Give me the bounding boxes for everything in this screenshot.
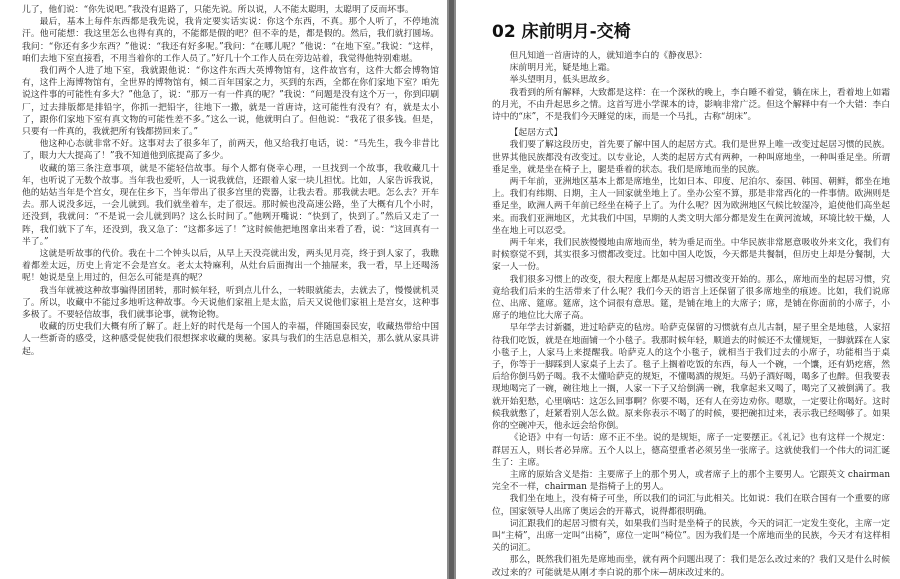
right-paragraph: 两千年来，我们民族慢慢地由席地而坐，转为垂足而坐。中华民族非常愿意吸收外来文化，我们有时候察觉不到，其实很多习惯都改变过。比如中国人吃饭，今天都是共餐制，但历史上却是分餐制，大家一人一份。: [492, 238, 890, 273]
left-paragraph: 我们两个人进了地下室，我就跟他说：“你这件东西大英博物馆有，这件故宫有，这件大都会博物馆有，这件上海博物馆有，全世界的博物馆有，倾二百年国家之力，买到的东西，全都在你们家地下室？咱先说这件事的可能性有多大？”他急了，说：“那万一有一件真的呢？”我说：“问题是没有这个万一，你到印刷厂，过去排版都是排铅字，你抓一把铅字，往地下一撒，就是一首唐诗，这可能性有没有？有，就是太小了，跟你们家地下室有真文物的可能性差不多。”这么一说，他就明白了。但他说：“我花了很多钱。但是，只要有一件真的，我就把所有钱都捞回来了。”: [22, 66, 439, 138]
left-page: [0, 0, 447, 579]
intro-line: 但凡知道一首唐诗的人，就知道李白的《静夜思》：: [509, 51, 708, 61]
left-paragraph: 儿了，他们说：“你先说吧。”我没有退路了，只能先说。所以说，人不能太聪明，太聪明了反而坏事。: [22, 5, 414, 15]
left-paragraph: 这就是听故事的代价。我在十二个钟头以后，从早上天没亮就出发，两头见月亮，终于到人家了，我瞧着都差太远，历史上肯定不会是宫女。老太太特麻利，从灶台后面掏出一个抽屉来，我一看，早上还喝汤呢！她说是皇上用过的，但怎么可能是真的呢？: [22, 249, 439, 284]
left-paragraph: 收藏的历史我们大概有所了解了。赶上好的时代是每一个国人的幸福，伴随国泰民安，收藏热带给中国人一些新奇的感受，这种感受促使我们很想探求收藏的奥秘。家具与我们的生活息息相关，那么就从家具讲起。: [22, 322, 439, 357]
right-paragraph: 两千年前，亚洲地区基本上都是席地坐，比如日本、印度、尼泊尔、泰国、韩国、朝鲜，都坐在地上。我们有纬期、日期，主人一回家就坐地上了。坐办公室不算，那是非常西化的一件事情。欧洲则是垂足坐，欧洲人两千年前已经坐在椅子上了。为什么呢？因为欧洲地区气候比较湿冷，追使他们高坐起来。而我们亚洲地区，尤其我们中国，早期的人类文明大部分都是发生在黄河流域，环境比较干燥，人坐在地上可以忍受。: [492, 177, 890, 236]
left-paragraph: 收藏的第三条注意事项，就是不能轻信故事。每个人都有侥幸心理，一旦找到一个故事，我收藏几十年，也听说了无数个故事。当年我也爱听，人一说我就信，还跟着人家一块儿担忧。比如，人家告诉我说，他的姑姑当年是个宫女，现在住乡下，当年带出了很多宫里的瓷器，让我去看。那我就去吧。怎么去？开车去。那人说没多远，一会儿就到。我们就坐着车，走了很远。那时候也没高速公路，坐了大概有几个小时，还没到，我就问：“不是说一会儿就到吗？这么长时间了。”他咧开嘴说：“快到了，快到了。”然后又走了一阵，我们就下了车，还没到，我又急了：“这都多远了！”这时候他把地图拿出来看了看，说：“这回真有一半了。”: [22, 163, 439, 247]
verse-line: 床前明月光，疑是地上霜。: [509, 63, 616, 74]
right-paragraph: 《论语》中有一句话：席不正不坐。说的是规矩，席子一定要摆正。《礼记》也有这样一个规定：群居五人，则长者必异席。五个人以上，德高望重者必须另坐一张席子。这就使我们一个伟大的词汇诞生了：主席。: [492, 433, 890, 468]
left-paragraph: 我当年就被这种故事骗得团团转，那时候年轻，听到点儿什么，一转眼就能去，去就去了，慢慢就机灵了。所以，收藏中不能过多地听这种故事。今天说他们家祖上是太监，后天又说他们家祖上是宫女，这种事多极了。不要轻信故事，我们就事论事，就物论物。: [22, 285, 439, 321]
chapter-title: 02 床前明月-交椅: [492, 22, 631, 42]
left-paragraph: 他这种心态就非常不好。这事对去了很多年了，前两天，他又给我打电话，说：“马先生，我今非昔比了，眼力大大提高了！”我不知道他到底提高了多少。: [22, 139, 439, 162]
right-page: [456, 0, 900, 579]
right-paragraph: 我们要了解这段历史，首先要了解中国人的起居方式。我们是世界上唯一改变过起居习惯的民族。世界其他民族都没有改变过。以专业论，人类的起居方式有两种，一种叫席地坐，一种叫垂足坐。所谓垂足坐，就是坐在椅子上，腿是垂着的状态。我们是席地而坐的民族。: [492, 140, 890, 175]
right-paragraph: 主席的原始含义是指：主要席子上的那个男人，或者席子上的那个主要男人。它跟英文 chairman 完全不一样，chairman 是指椅子上的男人。: [492, 469, 890, 493]
right-paragraph: 早年学去讨新疆，进过哈萨克的毡房。哈萨克保留的习惯就有点儿古制，屋子里全是地毯，人家招待我们吃饭，就是在地面铺一个小毯子。我那时候年轻，顺道去的时候还不太懂规矩，一脚就踩在人家小毯子上，人家马上来提醒我。哈萨克人的这个小毯子，就相当于我们过去的小席子，功能相当于桌子，你等于一脚踩到人家桌子上去了。毯子上搁着吃饭的东西，每人一个碗，一个馕，还有奶疙瘩，然后给你倒马奶子喝。我不太懂哈萨克的规矩，不懂喝酒的规矩。马奶子酒好喝，喝多了也醉。但我要表现地喝完了一碗，碗往地上一搁，人家一下子又给倒满一碗，我拿起来又喝了，喝完了又被倒满了。我就开始犯愁，心里嘀咕：这怎么回事啊？你要不喝，还有人在旁边劝你。嗯歇，一定要让你喝好。这时候我就憋了，赶紧看别人怎么做。原来你表示不喝了的时候，要把碗扣过来，表示我已经喝够了。如果你的空碗冲天，他永远会给你倒。: [492, 323, 890, 432]
right-paragraph: 我看到的所有解释，大致都是这样：在一个深秋的晚上，李白睡不着觉，躺在床上，看着地上如霜的月光，不由升起思乡之情。这首写进小学课本的诗，影响非常广泛。但这个解释中有一个大错：李白诗中的“床”，不是我们今天睡觉的床，而是一个马扎，古称“胡床”。: [492, 87, 890, 123]
left-paragraph: 最后，基本上每件东西都是我先说，我肯定要实话实说：你这个东西，不真。那个人听了，不停地流汗。他可能想：我这里怎么也得有真的，不能都是假的吧？但不幸的是，都是假的。然后，我们就打圆场。我问：“你还有多少东西？”他说：“我还有好多呢。”我问：“在哪儿呢？”他说：“在地下室。”我说：“这样，咱们去地下室直接看，不用当着你的工作人员了。”好几十个工作人员在旁边站着，我觉得他特别难堪。: [22, 17, 439, 64]
page-gutter: [447, 0, 456, 579]
right-paragraph: 词汇跟我们的起居习惯有关，如果我们当时是坐椅子的民族，今天的词汇一定发生变化，主席一定叫“主椅”，出席一定叫“出椅”，席位一定叫“椅位”。因为我们是一个席地而坐的民族，今天才有这样相关的词汇。: [492, 518, 890, 554]
section-subhead: 【起居方式】: [509, 128, 563, 139]
right-paragraph: 我们坐在地上，没有椅子可坐，所以我们的词汇与此相关。比如说：我们在联合国有一个重要的席位，国家领导人出席了奥运会的开幕式，说得都很明确。: [492, 494, 890, 517]
right-paragraph: 我们很多习惯上的改变，很大程度上都是从起居习惯改变开始的。那么，席地而坐的起居习惯，究竟给我们后来的生活带来了什么呢？我们今天的语言上还保留了很多席地坐的痕迹。比如，我们说席位、出席、筵席。筵席，这个词很有意思。筵，是铺在地上的大席子；席，是铺在你面前的小席子，小席子的地位比大席子高。: [492, 274, 890, 322]
right-paragraph: 那么，既然我们祖先是席地而坐，就有两个问题出现了：我们是怎么改过来的？我们又是什么时候改过来的？可能就是从刚才李白说的那个床—胡床改过来的。: [492, 555, 890, 578]
verse-line: 举头望明月，低头思故乡。: [509, 75, 616, 86]
